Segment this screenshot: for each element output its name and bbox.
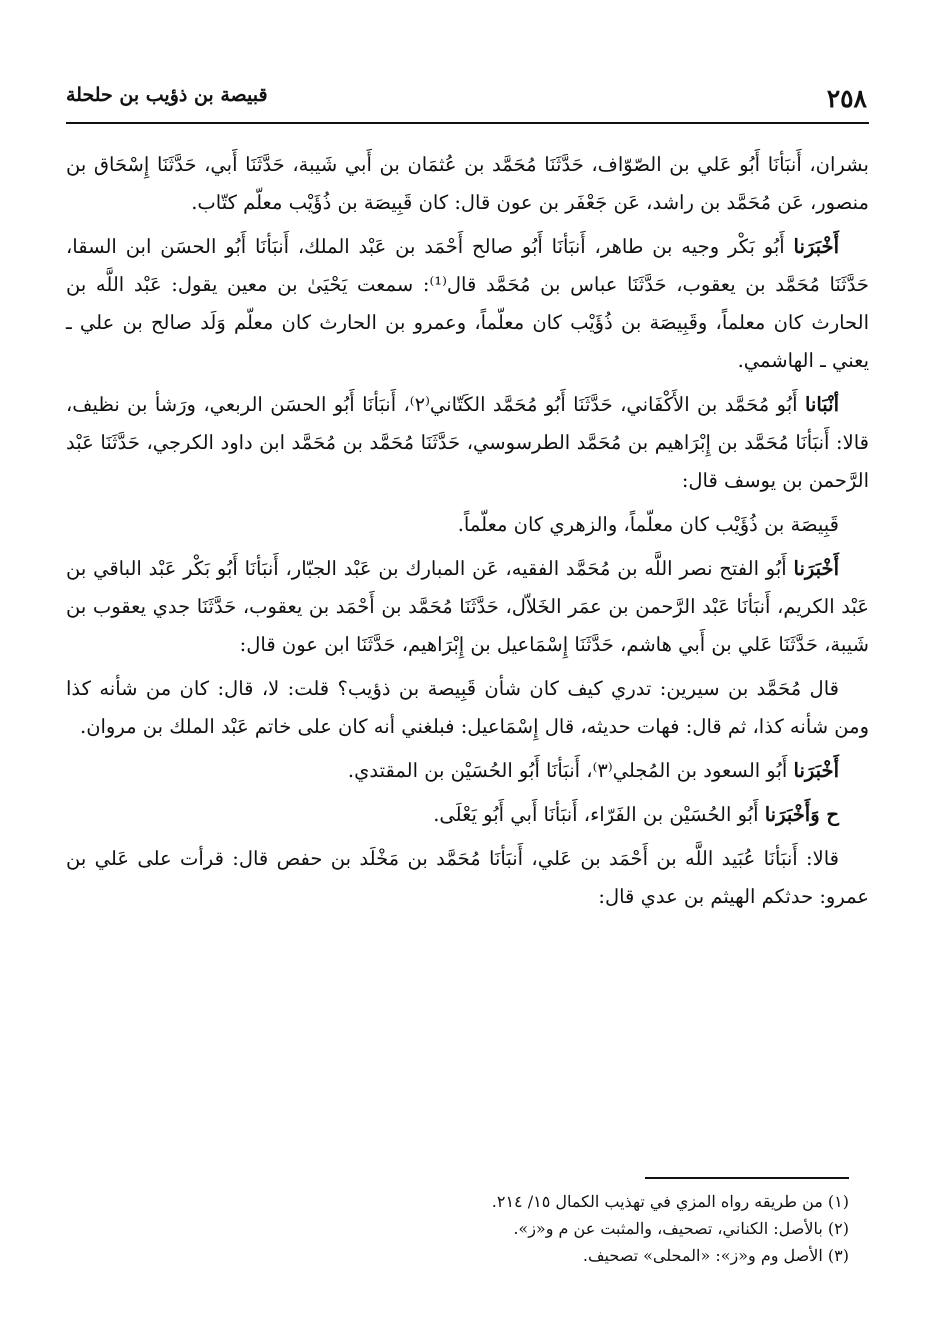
paragraph-text: قَبِيصَة بن ذُؤَيْب كان معلّماً، والزهري كان معلّماً. xyxy=(457,513,839,536)
paragraph xyxy=(66,146,869,222)
footnote: (٣) الأصل وم و«ز»: «المحلى» تصحيف. xyxy=(582,1246,849,1265)
page-number: ٢٥٨ xyxy=(826,84,867,113)
paragraph xyxy=(66,670,869,746)
paragraph-lead: ح وَأَخْبَرَنا xyxy=(764,803,839,826)
paragraph xyxy=(66,228,869,380)
paragraph-text: أَبُو الحُسَيْن بن الفَرّاء، أَنبَأنَا أَبي أَبُو يَعْلَى. xyxy=(433,803,759,826)
footnotes xyxy=(66,1188,849,1269)
paragraph-text: بشران، أَنبَأنَا أَبُو عَلي بن الصّوّاف، حَدَّثَنَا مُحَمَّد بن عُثمَان بن أَبي شَيبة، حَدَّثَنَا أَبي، حَدَّثَنَا إِسْحَاق بن منصور، عَن مُحَمَّد بن راشد، عَن جَعْفَر بن عون قال: كان قَبِيصَة بن ذُؤَيْب معلّم كتّاب. xyxy=(66,153,869,214)
page-header xyxy=(66,78,869,124)
paragraph xyxy=(66,506,869,544)
footnote: (٢) بالأصل: الكناني، تصحيف، والمثبت عن م و«ز». xyxy=(513,1219,849,1238)
paragraph xyxy=(66,386,869,500)
paragraph-lead: أَخْبَرَنا xyxy=(793,235,839,258)
paragraph-lead: أَخْبَرَنا xyxy=(793,557,840,580)
paragraph xyxy=(66,840,869,916)
paragraph xyxy=(66,752,869,790)
paragraph-text: قال مُحَمَّد بن سيرين: تدري كيف كان شأن قَبِيصة بن ذؤيب؟ قلت: لا، قال: كان من شأنه كذا ومن شأنه كذا، ثم قال: فهات حديثه، قال إِسْمَاعيل: فبلغني أنه كان على خاتم عَبْد الملك بن مروان. xyxy=(66,677,869,738)
paragraph-text: أَبُو مُحَمَّد بن الأَكْفَاني، حَدَّثَنَا أَبُو مُحَمَّد الكَتّاني⁽٢⁾، أَنبَأنَا أَبُو الحسَن الربعي، ورَشأ بن نظيف، قالا: أَنبَأنَا مُحَمَّد بن إِبْرَاهيم بن مُحَمَّد الطرسوسي، حَدَّثَنَا مُحَمَّد بن مُحَمَّد ابن داود الكرجي، حَدَّثَنَا عَبْد الرَّحمن بن يوسف قال: xyxy=(66,393,869,492)
paragraph-text: أَبُو السعود بن المُجلي⁽٣⁾، أَنبَأنَا أَبُو الحُسَيْن بن المقتدي. xyxy=(347,759,788,782)
footnote-divider xyxy=(645,1177,849,1179)
running-title: قبيصة بن ذؤيب بن حلحلة xyxy=(66,84,268,106)
paragraph-text: أَبُو بَكْر وجيه بن طاهر، أَنبَأنَا أَبُو صالح أَحْمَد بن عَبْد الملك، أَنبَأنَا أَبُو الحسَن ابن السقا، حَدَّثَنَا مُحَمَّد بن يعقوب، حَدَّثَنَا عباس بن مُحَمَّد قال⁽¹⁾: سمعت يَحْيَىٰ بن معين يقول: عَبْد اللَّه بن الحارث كان معلماً، وقَبِيصَة بن ذُؤَيْب كان معلّماً، وعمرو بن الحارث كان معلّم وَلَد صالح بن علي ـ يعني ـ الهاشمي. xyxy=(66,235,869,372)
paragraph xyxy=(66,796,869,834)
paragraph xyxy=(66,550,869,664)
paragraph-text: أَبُو الفتح نصر اللَّه بن مُحَمَّد الفقيه، عَن المبارك بن عَبْد الجبّار، أَنبَأنَا أَبُو بَكْر عَبْد الباقي بن عَبْد الكريم، أَنبَأنَا عَبْد الرَّحمن بن عمَر الخَلاّل، حَدَّثَنَا مُحَمَّد بن أَحْمَد بن يعقوب، حَدَّثَنَا جدي يعقوب بن شَيبة، حَدَّثَنَا عَلي بن أَبي هاشم، حَدَّثَنَا إِسْمَاعيل بن إِبْرَاهيم، حَدَّثَنَا ابن عون قال: xyxy=(66,557,869,656)
paragraph-lead: أنْبَانا xyxy=(804,393,839,416)
main-text xyxy=(66,146,869,922)
paragraph-text: قالا: أَنبَأنَا عُبَيد اللَّه بن أَحْمَد بن عَلي، أَنبَأنَا مُحَمَّد بن مَخْلَد بن حفص قال: قرأت على عَلي بن عمرو: حدثكم الهيثم بن عدي قال: xyxy=(66,847,869,908)
footnote: (١) من طريقه رواه المزي في تهذيب الكمال ١٥/ ٢١٤. xyxy=(491,1192,849,1211)
paragraph-lead: أَخْبَرَنا xyxy=(793,759,839,782)
